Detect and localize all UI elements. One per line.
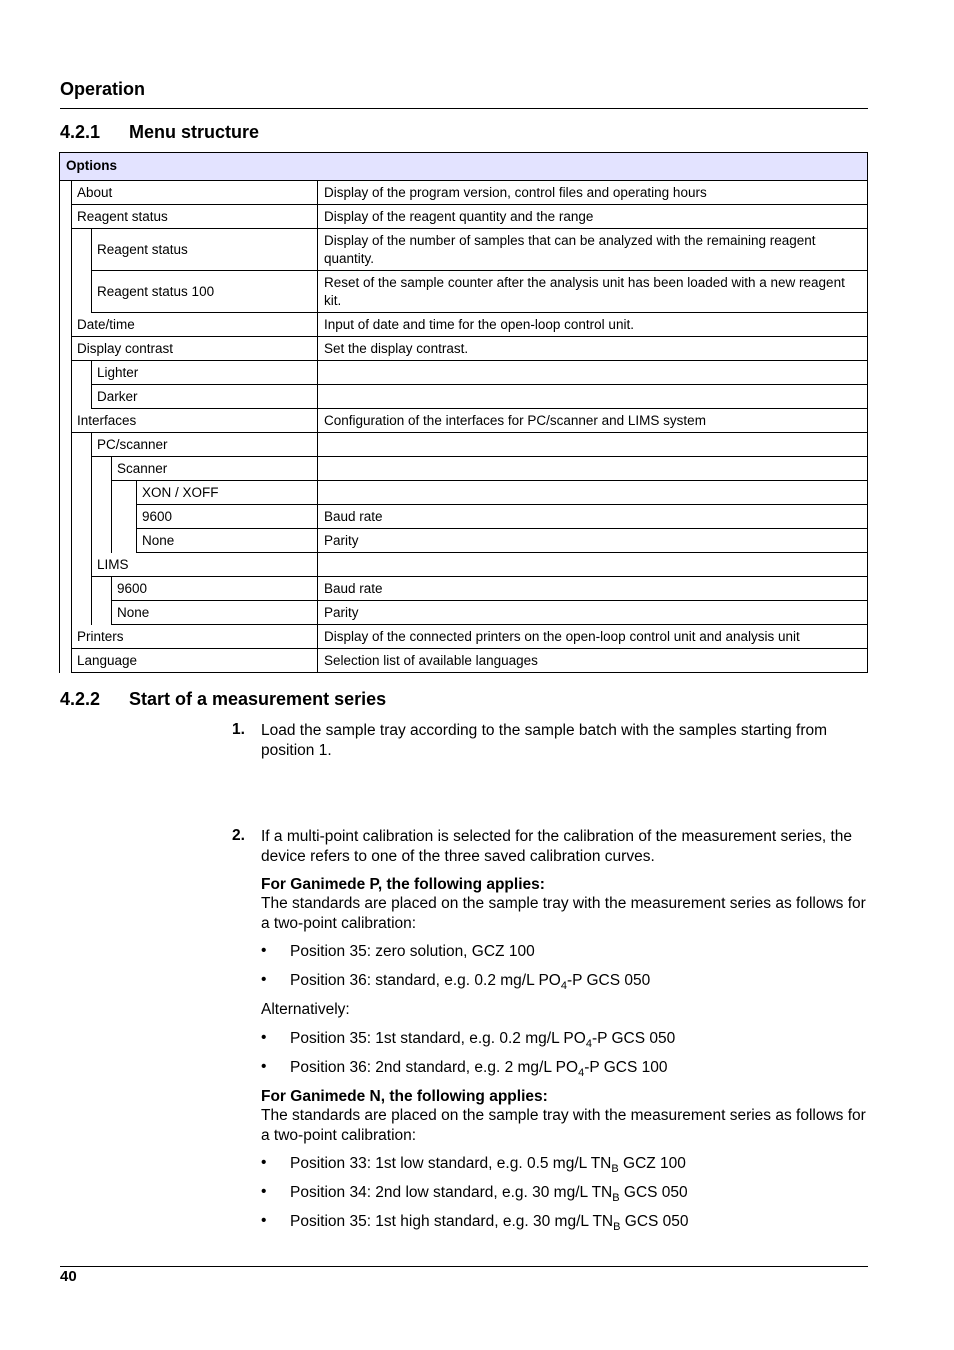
tree-line: [59, 229, 60, 271]
menu-item-description: Display of the number of samples that can be analyzed with the remaining reagent quantity.: [318, 229, 868, 271]
section-number: 4.2.1: [60, 122, 101, 142]
tree-line: [59, 361, 60, 385]
bullet-item: Position 35: 1st standard, e.g. 0.2 mg/L $PO_4-P$ GCS 050: [290, 1030, 676, 1050]
menu-item-description: Baud rate: [318, 505, 868, 529]
ganimede-n-intro: The standards are placed on the sample tray with the measurement series as follows for a two-point calibration:: [261, 1107, 866, 1144]
tree-line: [59, 481, 60, 505]
menu-item-description: [318, 553, 868, 577]
page-number: 40: [60, 1268, 77, 1285]
menu-item-description: Baud rate: [318, 577, 868, 601]
menu-item-description: Parity: [318, 529, 868, 553]
menu-row: [59, 337, 868, 361]
tree-line: [71, 385, 72, 409]
tree-line: [59, 385, 60, 409]
menu-item-description: Display of the connected printers on the open-loop control unit and analysis unit: [318, 625, 868, 649]
menu-item-description: [318, 433, 868, 457]
tree-line: [71, 553, 72, 577]
bullet-dot: •: [261, 971, 267, 988]
tree-line: [71, 361, 72, 385]
menu-item-description: [318, 457, 868, 481]
menu-row: [59, 205, 868, 229]
tree-line: [59, 553, 60, 577]
tree-line: [71, 529, 72, 553]
ganimede-n-heading: For Ganimede N, the following applies:: [261, 1088, 548, 1105]
tree-line: [71, 481, 72, 505]
step-number: 1.: [232, 721, 245, 738]
tree-line: [59, 601, 60, 625]
tree-line: [59, 457, 60, 481]
menu-item-label: None: [136, 529, 318, 553]
tree-line: [111, 481, 112, 505]
tree-line: [59, 313, 60, 337]
tree-line: [111, 529, 112, 553]
bullet-item: Position 35: 1st high standard, e.g. 30 mg/L $TN_B$ GCS 050: [290, 1213, 689, 1233]
ganimede-p-intro: The standards are placed on the sample tray with the measurement series as follows for a two-point calibration:: [261, 895, 866, 932]
bullet-item: Position 34: 2nd low standard, e.g. 30 mg/L $TN_B$ GCS 050: [290, 1184, 688, 1204]
menu-row: [59, 505, 868, 529]
tree-line: [91, 505, 92, 529]
tree-line: [91, 529, 92, 553]
menu-item-description: Set the display contrast.: [318, 337, 868, 361]
menu-item-label: Interfaces: [71, 409, 318, 433]
menu-row: [59, 625, 868, 649]
menu-row: [59, 271, 868, 313]
tree-line: [59, 409, 60, 433]
menu-item-description: Display of the reagent quantity and the range: [318, 205, 868, 229]
menu-row: [59, 553, 868, 577]
menu-row: [59, 433, 868, 457]
menu-item-label: Reagent status: [71, 205, 318, 229]
tree-line: [59, 505, 60, 529]
section-heading-menu-structure: [60, 122, 259, 143]
menu-item-label: 9600: [136, 505, 318, 529]
menu-row: [59, 361, 868, 385]
menu-item-label: LIMS: [91, 553, 318, 577]
section-heading-measurement-series: [60, 689, 386, 710]
step-text: If a multi-point calibration is selected for the calibration of the measurement series, the device refers to one of the three saved calibration curves.: [261, 828, 853, 865]
menu-row: [59, 229, 868, 271]
bullet-dot: •: [261, 1058, 267, 1075]
menu-item-label: Language: [71, 649, 318, 673]
menu-item-description: [318, 385, 868, 409]
menu-item-label: 9600: [111, 577, 318, 601]
menu-table-header: Options: [59, 152, 868, 181]
tree-line: [91, 577, 92, 601]
menu-item-label: About: [71, 181, 318, 205]
menu-item-label: XON / XOFF: [136, 481, 318, 505]
menu-row: [59, 457, 868, 481]
alternatively-label: Alternatively:: [261, 1001, 350, 1018]
tree-line: [59, 181, 60, 205]
menu-item-label: Display contrast: [71, 337, 318, 361]
tree-line: [91, 601, 92, 625]
tree-line: [71, 577, 72, 601]
bullet-dot: •: [261, 1183, 267, 1200]
menu-table-body: [59, 181, 868, 673]
header-rule: [60, 108, 868, 109]
menu-item-description: Display of the program version, control files and operating hours: [318, 181, 868, 205]
ganimede-p-heading: For Ganimede P, the following applies:: [261, 876, 545, 893]
menu-structure-table: [59, 152, 868, 673]
tree-line: [71, 505, 72, 529]
menu-row: [59, 481, 868, 505]
menu-item-description: [318, 481, 868, 505]
menu-row: [59, 601, 868, 625]
tree-line: [111, 505, 112, 529]
menu-row: [59, 409, 868, 433]
menu-item-label: PC/scanner: [91, 433, 318, 457]
tree-line: [71, 271, 72, 313]
tree-line: [71, 457, 72, 481]
menu-item-label: Reagent status: [91, 229, 318, 271]
tree-line: [59, 337, 60, 361]
menu-item-description: [318, 361, 868, 385]
menu-item-label: Darker: [91, 385, 318, 409]
tree-line: [59, 433, 60, 457]
menu-item-label: Scanner: [111, 457, 318, 481]
menu-item-label: Lighter: [91, 361, 318, 385]
tree-line: [91, 457, 92, 481]
tree-line: [59, 649, 60, 673]
menu-item-label: Printers: [71, 625, 318, 649]
tree-line: [91, 481, 92, 505]
tree-line: [59, 577, 60, 601]
bullet-item: Position 35: zero solution, GCZ 100: [290, 943, 535, 960]
footer-rule: [60, 1266, 868, 1267]
bullet-item: Position 33: 1st low standard, e.g. 0.5 mg/L $TN_B$ GCZ 100: [290, 1155, 686, 1175]
menu-item-label: Date/time: [71, 313, 318, 337]
section-title: Start of a measurement series: [129, 689, 387, 709]
menu-row: [59, 385, 868, 409]
tree-line: [59, 271, 60, 313]
bullet-dot: •: [261, 1212, 267, 1229]
menu-item-description: Selection list of available languages: [318, 649, 868, 673]
bullet-dot: •: [261, 1154, 267, 1171]
tree-line: [59, 625, 60, 649]
tree-line: [71, 229, 72, 271]
menu-row: [59, 529, 868, 553]
chapter-title: Operation: [60, 79, 146, 99]
menu-row: [59, 577, 868, 601]
menu-item-description: Configuration of the interfaces for PC/scanner and LIMS system: [318, 409, 868, 433]
step-number: 2.: [232, 827, 245, 844]
bullet-dot: •: [261, 942, 267, 959]
menu-row: [59, 181, 868, 205]
menu-item-label: Reagent status 100: [91, 271, 318, 313]
menu-row: [59, 649, 868, 673]
menu-item-description: Input of date and time for the open-loop control unit.: [318, 313, 868, 337]
menu-row: [59, 313, 868, 337]
section-title: Menu structure: [129, 122, 260, 142]
tree-line: [59, 205, 60, 229]
bullet-item: Position 36: standard, e.g. 0.2 mg/L $PO_4-P$ GCS 050: [290, 972, 651, 992]
bullet-item: Position 36: 2nd standard, e.g. 2 mg/L $PO_4-P$ GCS 100: [290, 1059, 668, 1079]
menu-item-label: None: [111, 601, 318, 625]
menu-item-description: Reset of the sample counter after the analysis unit has been loaded with a new reagent kit.: [318, 271, 868, 313]
step-text: Load the sample tray according to the sample batch with the samples starting from position 1.: [261, 722, 828, 759]
tree-line: [71, 433, 72, 457]
section-number: 4.2.2: [60, 689, 101, 709]
tree-line: [71, 601, 72, 625]
bullet-dot: •: [261, 1029, 267, 1046]
tree-line: [59, 529, 60, 553]
menu-item-description: Parity: [318, 601, 868, 625]
